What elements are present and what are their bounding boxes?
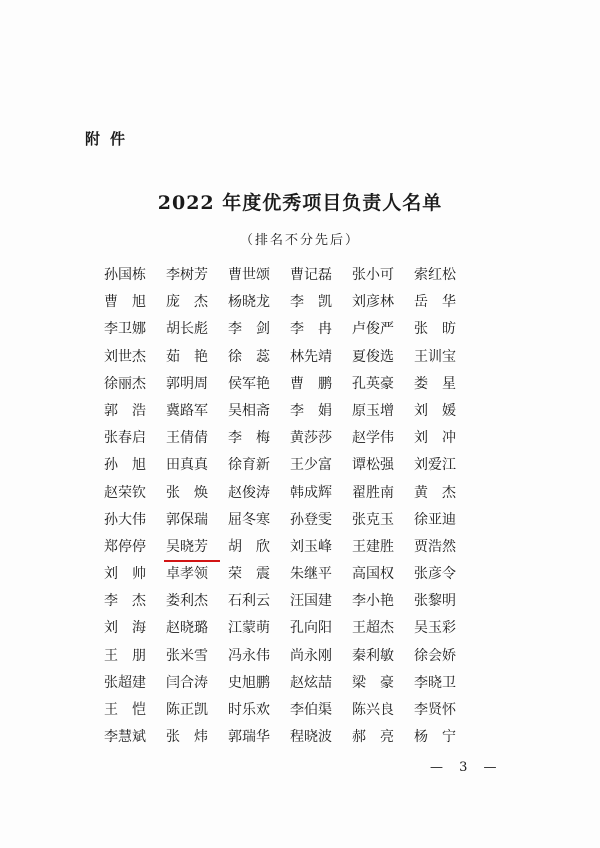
name-entry: 张米雪 (166, 647, 208, 664)
name-entry: 王朋 (104, 647, 160, 664)
name-entry: 张昉 (414, 321, 470, 338)
name-entry: 杨宁 (414, 729, 470, 746)
name-entry: 娄利杰 (166, 593, 208, 610)
name-entry: 刘冲 (414, 430, 470, 447)
name-entry: 王恺 (104, 702, 160, 718)
name-entry: 孙大伟 (104, 511, 146, 528)
name-entry: 徐育新 (228, 457, 270, 474)
name-entry: 刘海 (104, 620, 160, 637)
name-entry: 曹世颂 (228, 267, 270, 283)
name-entry: 秦利敏 (352, 647, 394, 664)
name-entry: 史旭鹏 (228, 674, 270, 691)
name-entry: 王超杰 (352, 620, 394, 637)
name-entry: 李贤怀 (414, 702, 456, 718)
name-entry: 冀路军 (166, 402, 208, 419)
name-entry: 李伯渠 (290, 702, 332, 718)
name-entry: 李树芳 (166, 267, 208, 283)
name-entry: 杨晓龙 (228, 294, 270, 311)
name-entry: 李卫娜 (104, 321, 146, 338)
name-entry: 胡长彪 (166, 321, 208, 338)
name-entry: 曹记磊 (290, 267, 332, 283)
name-entry: 王倩倩 (166, 430, 208, 447)
name-entry: 程晓波 (290, 729, 332, 746)
name-entry: 李晓卫 (414, 674, 456, 691)
name-entry: 刘媛 (414, 402, 470, 419)
name-entry: 江蒙萌 (228, 620, 270, 637)
name-entry: 李杰 (104, 593, 160, 610)
name-entry: 高国权 (352, 566, 394, 583)
name-entry: 李梅 (228, 430, 284, 447)
name-entry: 陈兴良 (352, 702, 394, 718)
page-number: — 3 — (430, 760, 503, 775)
name-entry: 尚永刚 (290, 647, 332, 664)
name-entry: 吴玉彩 (414, 620, 456, 637)
name-entry: 娄星 (414, 375, 470, 392)
name-entry: 李娟 (290, 402, 346, 419)
name-entry: 时乐欢 (228, 702, 270, 718)
name-entry: 黄莎莎 (290, 430, 332, 447)
name-entry: 徐蕊 (228, 348, 284, 365)
page-subtitle: （排名不分先后） (239, 233, 360, 248)
name-entry: 茹艳 (166, 348, 222, 365)
name-entry: 张春启 (104, 430, 146, 447)
name-entry: 张黎明 (414, 593, 456, 610)
name-entry: 赵荣钦 (104, 484, 146, 501)
name-entry: 郭明周 (166, 375, 208, 392)
name-entry: 贾浩然 (414, 538, 456, 555)
name-entry: 郭浩 (104, 402, 160, 419)
name-entry: 吴相斋 (228, 402, 270, 419)
name-entry: 李凯 (290, 294, 346, 311)
name-entry: 胡欣 (228, 538, 284, 555)
name-entry: 庞杰 (166, 294, 222, 311)
name-entry: 刘世杰 (104, 348, 146, 365)
name-entry: 郭保瑞 (166, 511, 208, 528)
name-entry: 赵炫喆 (290, 674, 332, 691)
name-entry: 郑停停 (104, 538, 146, 555)
name-entry: 郝亮 (352, 729, 408, 746)
name-entry: 刘玉峰 (290, 538, 332, 555)
name-entry: 田真真 (166, 457, 208, 474)
name-entry: 岳华 (414, 294, 470, 311)
attachment-label: 附件 (85, 130, 136, 148)
name-entry: 孔英豪 (352, 375, 394, 392)
name-entry: 李慧斌 (104, 729, 146, 746)
name-entry: 陈正凯 (166, 702, 208, 718)
name-entry: 朱继平 (290, 566, 332, 583)
name-entry: 原玉增 (352, 402, 394, 419)
name-entry: 卢俊严 (352, 321, 394, 338)
name-entry: 张彦令 (414, 566, 456, 583)
name-entry: 夏俊选 (352, 348, 394, 365)
name-entry: 徐亚迪 (414, 511, 456, 528)
name-entry: 王训宝 (414, 348, 456, 365)
name-entry: 冯永伟 (228, 647, 270, 664)
name-entry: 孙国栋 (104, 267, 146, 283)
name-entry: 王少富 (290, 457, 332, 474)
name-entry: 张超建 (104, 674, 146, 691)
name-entry: 孙旭 (104, 457, 160, 474)
name-entry: 林先靖 (290, 348, 332, 365)
name-entry: 孔向阳 (290, 620, 332, 637)
name-entry: 赵俊涛 (228, 484, 270, 501)
name-entry: 卓孝领 (166, 566, 208, 583)
name-entry: 刘爱江 (414, 457, 456, 474)
name-entry: 刘帅 (104, 566, 160, 583)
name-entry: 张炜 (166, 729, 222, 746)
name-entry: 刘彦林 (352, 294, 394, 311)
name-entry: 曹鹏 (290, 375, 346, 392)
name-entry: 郭瑞华 (228, 729, 270, 746)
name-list (104, 265, 476, 754)
name-entry: 石利云 (228, 593, 270, 610)
name-entry: 徐会娇 (414, 647, 456, 664)
page-title: 2022 年度优秀项目负责人名单 (157, 192, 443, 214)
name-entry: 李小艳 (352, 593, 394, 610)
name-entry: 屈冬寒 (228, 511, 270, 528)
name-entry: 李冉 (290, 321, 346, 338)
name-entry: 索红松 (414, 267, 456, 283)
name-entry: 张焕 (166, 484, 222, 501)
name-entry: 曹旭 (104, 294, 160, 311)
highlighted-name: 吴晓芳 (166, 537, 228, 564)
name-entry: 孙登雯 (290, 511, 332, 528)
name-entry: 闫合涛 (166, 674, 208, 691)
name-entry: 张小可 (352, 267, 394, 283)
name-entry: 黄杰 (414, 484, 470, 501)
name-entry: 赵学伟 (352, 430, 394, 447)
name-entry: 韩成辉 (290, 484, 332, 501)
name-entry: 徐丽杰 (104, 375, 146, 392)
name-entry: 张克玉 (352, 511, 394, 528)
name-entry: 侯军艳 (228, 375, 270, 392)
name-entry: 荣震 (228, 566, 284, 583)
name-entry: 翟胜南 (352, 484, 394, 501)
name-entry: 赵晓璐 (166, 620, 208, 637)
name-entry: 王建胜 (352, 538, 394, 555)
name-entry: 汪国建 (290, 593, 332, 610)
name-entry: 李剑 (228, 321, 284, 338)
name-entry: 梁豪 (352, 674, 408, 691)
name-entry: 谭松强 (352, 457, 394, 474)
